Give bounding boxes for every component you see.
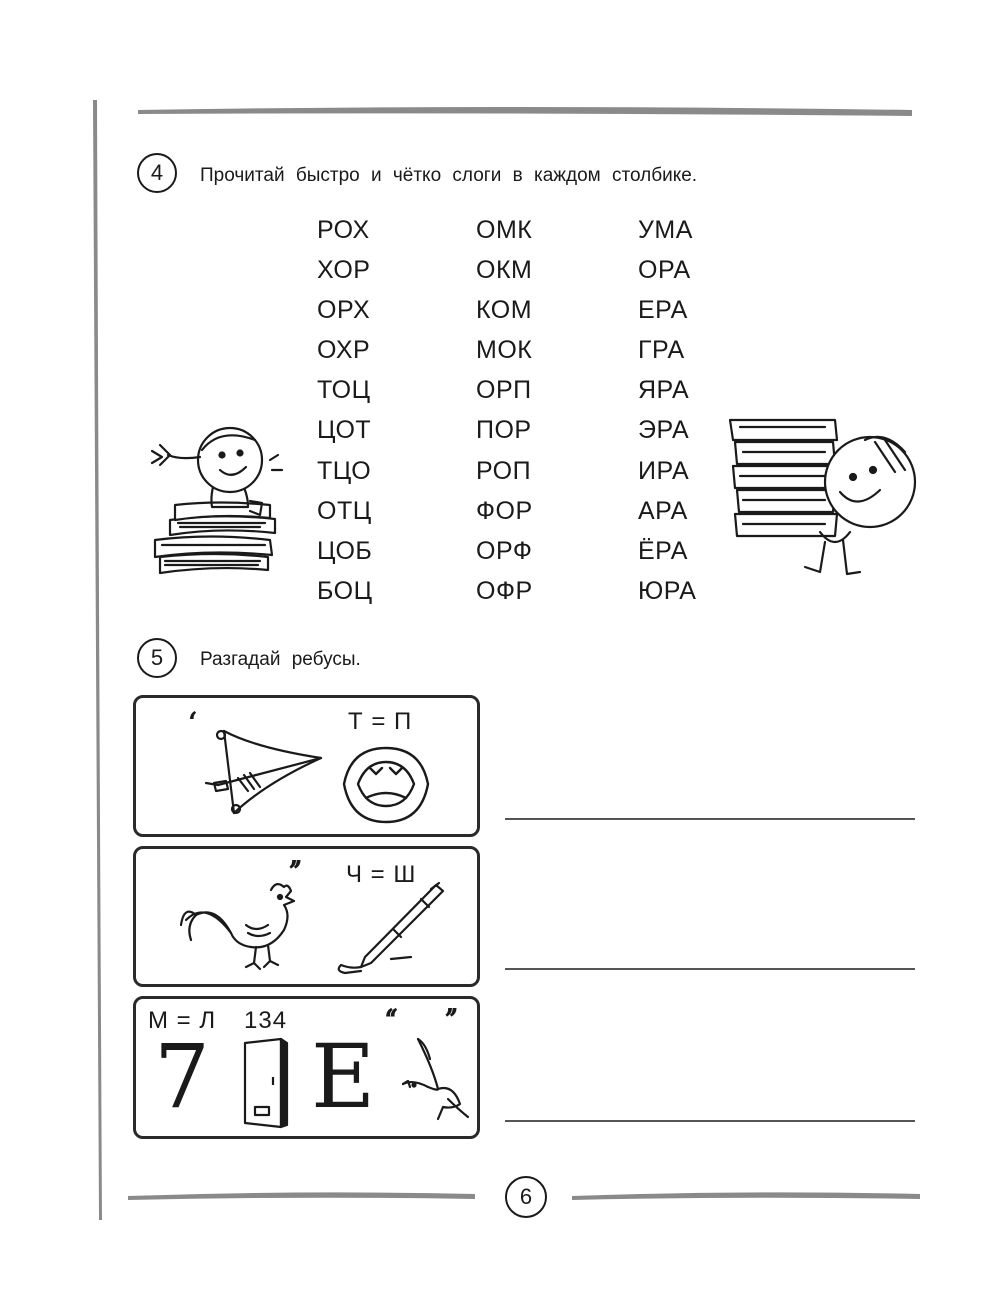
syllable: ИРА <box>638 456 690 485</box>
syllable: ЮРА <box>638 576 697 605</box>
syllable: ОРФ <box>476 536 533 565</box>
task-4-instruction: Прочитай быстро и чётко слоги в каждом столбике. <box>200 165 698 186</box>
rebus-3-letter-rule: М = Л <box>148 1007 217 1034</box>
syllable: ЦОТ <box>317 416 372 445</box>
rebus-3-big-number: 7 <box>154 1025 210 1128</box>
bottom-right-brush-rule <box>572 1192 920 1200</box>
syllable: ОРХ <box>317 296 371 325</box>
rebus-box-1 <box>133 695 480 837</box>
syllable: АРА <box>638 496 688 525</box>
syllable: ОТЦ <box>317 496 372 525</box>
syllable: ХОР <box>317 256 371 285</box>
syllable: МОК <box>476 336 533 365</box>
syllable: ОКМ <box>476 256 533 285</box>
syllable: ТЦО <box>317 456 372 485</box>
seagull-icon <box>398 1029 478 1129</box>
syllable: ЭРА <box>638 416 690 445</box>
syllable: ОХР <box>317 336 371 365</box>
rebus-2-quote: ’’ <box>288 855 297 890</box>
boy-carrying-books-illustration <box>725 412 920 584</box>
rebus-box-3 <box>133 996 480 1139</box>
task-5-instruction: Разгадай ребусы. <box>200 649 361 670</box>
syllable: ЁРА <box>638 536 688 565</box>
door-icon <box>241 1037 291 1129</box>
syllable: РОХ <box>317 216 370 244</box>
left-brush-rule <box>93 100 102 1220</box>
rebus-3-right-quote: ’’ <box>444 1003 453 1038</box>
syllable: ОФР <box>476 576 533 605</box>
syllable: ОМК <box>476 216 533 244</box>
rebus-3-big-letter: Е <box>311 1025 376 1128</box>
syllable: ЕРА <box>638 296 688 325</box>
syllable: ОРА <box>638 256 691 285</box>
answer-line-1[interactable] <box>505 818 915 820</box>
pen-icon <box>331 879 446 977</box>
rooster-icon <box>176 875 301 975</box>
rebus-3-left-quote: ‘‘ <box>384 1003 393 1038</box>
answer-line-3[interactable] <box>505 1120 915 1122</box>
top-brush-rule <box>138 107 912 116</box>
bottom-left-brush-rule <box>128 1192 475 1200</box>
task-number-4: 4 <box>137 153 177 193</box>
syllable: ОРП <box>476 376 532 405</box>
page-number: 6 <box>505 1176 547 1218</box>
answer-line-2[interactable] <box>505 968 915 970</box>
syllable-column-3 <box>638 210 696 611</box>
syllable: РОП <box>476 456 532 485</box>
syllable: ГРА <box>638 336 685 365</box>
syllable: УМА <box>638 216 693 244</box>
rebus-2-letter-rule: Ч = Ш <box>346 861 417 888</box>
syllable: ТОЦ <box>317 376 371 405</box>
task-number-5: 5 <box>137 638 177 678</box>
girl-on-books-illustration <box>140 415 290 585</box>
syllable-column-2 <box>476 210 533 611</box>
syllable: ПОР <box>476 416 532 445</box>
rebus-3-digits: 134 <box>244 1007 288 1034</box>
rebus-1-quote: ‘ <box>188 706 198 739</box>
syllable: ЦОБ <box>317 536 373 565</box>
syllable: ФОР <box>476 496 533 525</box>
rebus-1-letter-rule: Т = П <box>348 708 413 735</box>
syllable: КОМ <box>476 296 533 325</box>
syllable: БОЦ <box>317 576 373 605</box>
syllable: ЯРА <box>638 376 690 405</box>
rebus-box-2 <box>133 846 480 987</box>
bow-and-arrow-icon <box>196 723 331 823</box>
open-mouth-icon <box>336 740 436 828</box>
syllable-column-1 <box>317 210 373 611</box>
